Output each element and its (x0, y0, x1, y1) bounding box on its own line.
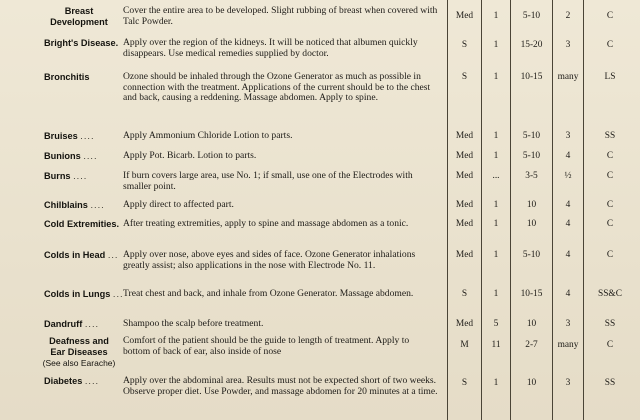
col-code: C (606, 340, 614, 350)
col-times: 4 (565, 219, 571, 229)
col-minutes: 10-15 (520, 72, 543, 82)
col-code: C (606, 40, 614, 50)
col-code: C (606, 151, 614, 161)
treatment-text: Comfort of the patient should be the guide to length of treatment. Apply to bottom of back of ear, also inside of nose (123, 335, 410, 357)
col-minutes: 10-15 (520, 289, 543, 299)
ailment-name: Diabetes .... (44, 376, 100, 386)
col-times: ½ (564, 171, 572, 181)
ailment-name: Bruises .... (44, 131, 95, 141)
col-minutes: 2-7 (525, 340, 538, 350)
treatment-text: Ozone should be inhaled through the Ozone Generator as much as possible in connection with the treatment. Applications of the current should be to the chest and back, causing a reddening. Massage abdomen. Apply to spine. (123, 71, 431, 104)
ailment-name: Colds in Head ... (44, 250, 119, 260)
col-electrode: 1 (493, 200, 499, 210)
ailment-name: Deafness and Ear Diseases (See also Earache) (42, 336, 116, 368)
col-code: C (606, 200, 614, 210)
col-times: 3 (565, 319, 571, 329)
col-strength: S (461, 378, 468, 388)
col-strength: Med (455, 250, 474, 260)
col-times: 4 (565, 289, 571, 299)
col-code: C (606, 250, 614, 260)
col-code: C (606, 11, 614, 21)
treatment-text: Apply direct to affected part. (123, 199, 234, 210)
col-electrode: 5 (493, 319, 499, 329)
col-strength: S (461, 40, 468, 50)
col-electrode: 1 (493, 131, 499, 141)
treatment-text: Apply over the abdominal area. Results must not be expected short of two weeks. Observe proper diet. Use Powder, and massage abdomen for 20 minutes at a time. (123, 375, 438, 397)
col-minutes: 3-5 (525, 171, 538, 181)
col-strength: Med (455, 171, 474, 181)
treatment-text: If burn covers large area, use No. 1; if small, use one of the Electrodes with smaller point. (123, 170, 413, 192)
ailment-name: Dandruff .... (44, 319, 100, 329)
col-electrode: 1 (493, 250, 499, 260)
col-code: SS (604, 378, 616, 388)
col-strength: Med (455, 319, 474, 329)
treatment-text: Shampoo the scalp before treatment. (123, 318, 264, 329)
col-times: 3 (565, 378, 571, 388)
col-minutes: 10 (526, 200, 537, 210)
col-code: LS (604, 72, 616, 82)
col-strength: Med (455, 219, 474, 229)
ailment-name: Bronchitis (44, 72, 90, 82)
col-minutes: 5-10 (522, 131, 541, 141)
col-electrode: 1 (493, 219, 499, 229)
col-strength: Med (455, 151, 474, 161)
col-strength: Med (455, 200, 474, 210)
treatment-text: After treating extremities, apply to spine and massage abdomen as a tonic. (123, 218, 409, 229)
col-strength: Med (455, 131, 474, 141)
col-electrode: 1 (493, 289, 499, 299)
col-times: many (557, 72, 579, 82)
col-strength: S (461, 289, 468, 299)
col-times: 3 (565, 40, 571, 50)
col-minutes: 10 (526, 319, 537, 329)
col-electrode: 1 (493, 40, 499, 50)
ailment-name: Burns .... (44, 171, 88, 181)
ailment-name: Cold Extremities. (44, 219, 120, 229)
ailment-name: Bunions .... (44, 151, 98, 161)
col-times: many (557, 340, 579, 350)
col-minutes: 10 (526, 378, 537, 388)
col-electrode: 1 (493, 151, 499, 161)
col-code: SS (604, 131, 616, 141)
col-electrode: ... (492, 171, 500, 181)
col-times: 4 (565, 250, 571, 260)
col-strength: S (461, 72, 468, 82)
col-code: SS&C (598, 289, 622, 299)
col-electrode: 1 (493, 11, 499, 21)
col-code: C (606, 171, 614, 181)
col-electrode: 1 (493, 72, 499, 82)
col-times: 4 (565, 200, 571, 210)
col-code: SS (604, 319, 616, 329)
col-minutes: 5-10 (522, 11, 541, 21)
ailment-name: Colds in Lungs ... (44, 289, 124, 299)
treatment-text: Apply over nose, above eyes and sides of face. Ozone Generator inhalations greatly assist; also applications in the nose with Electrode No. 11. (123, 249, 416, 271)
treatment-text: Apply Ammonium Chloride Lotion to parts. (123, 130, 293, 141)
col-electrode: 1 (493, 378, 499, 388)
col-times: 2 (565, 11, 571, 21)
ailment-name: Breast Development (50, 6, 108, 27)
treatment-text: Apply Pot. Bicarb. Lotion to parts. (123, 150, 257, 161)
col-minutes: 5-10 (522, 151, 541, 161)
col-minutes: 10 (526, 219, 537, 229)
treatment-text: Cover the entire area to be developed. Slight rubbing of breast when covered with Talc Powder. (123, 5, 438, 27)
treatment-text: Apply over the region of the kidneys. It will be noticed that albumen quickly disappears. Use medical remedies supplied by doctor. (123, 37, 418, 59)
col-minutes: 5-10 (522, 250, 541, 260)
ailment-name: Chilblains .... (44, 200, 105, 210)
col-strength: Med (455, 11, 474, 21)
col-electrode: 11 (491, 340, 501, 350)
treatment-text: Treat chest and back, and inhale from Ozone Generator. Massage abdomen. (123, 288, 414, 299)
col-times: 4 (565, 151, 571, 161)
col-minutes: 15-20 (520, 40, 543, 50)
col-strength: M (460, 340, 469, 350)
col-code: C (606, 219, 614, 229)
ailment-name: Bright's Disease. (44, 38, 119, 48)
col-times: 3 (565, 131, 571, 141)
